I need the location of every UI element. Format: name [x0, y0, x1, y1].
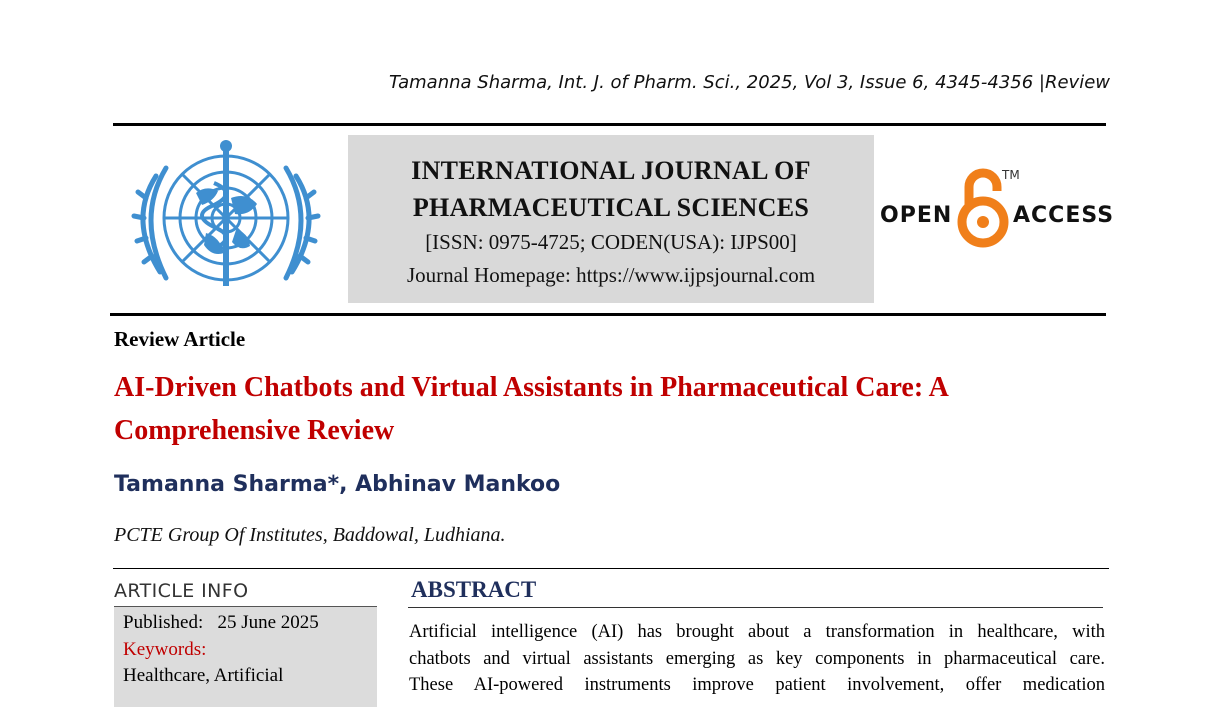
author-list: Tamanna Sharma*, Abhinav Mankoo — [114, 472, 561, 497]
journal-emblem-icon — [126, 138, 326, 306]
open-access-left-text: OPEN — [880, 203, 953, 228]
open-access-logo — [880, 165, 1115, 255]
open-access-right-text: ACCESS — [1013, 203, 1115, 228]
published-date: 25 June 2025 — [217, 612, 319, 633]
article-info-heading: ARTICLE INFO — [114, 580, 249, 602]
article-title-line2: Comprehensive Review — [114, 415, 395, 446]
abstract-rule — [408, 607, 1103, 608]
published-label: Published: — [123, 612, 204, 633]
header-rule-top — [113, 123, 1106, 126]
published-row — [123, 612, 319, 634]
trademark-mark: TM — [1002, 168, 1020, 182]
abstract-heading: ABSTRACT — [411, 577, 537, 602]
journal-name — [348, 152, 874, 226]
journal-homepage[interactable]: Journal Homepage: https://www.ijpsjournal.com — [406, 263, 816, 287]
header-rule-bottom — [110, 313, 1106, 316]
journal-issn: [ISSN: 0975-4725; CODEN(USA): IJPS00] — [425, 230, 797, 254]
keywords-label: Keywords: — [123, 639, 207, 660]
running-head: Tamanna Sharma, Int. J. of Pharm. Sci., 2025, Vol 3, Issue 6, 4345-4356 |Review — [389, 72, 1110, 93]
keywords-value: Healthcare, Artificial — [123, 665, 284, 686]
journal-name-line1: INTERNATIONAL JOURNAL OF — [411, 156, 811, 185]
journal-name-line2: PHARMACEUTICAL SCIENCES — [412, 193, 810, 222]
abstract-line: chatbots and virtual assistants emerging as key components in pharmaceutical care. — [409, 648, 1105, 669]
article-title-line1: AI-Driven Chatbots and Virtual Assistants in Pharmaceutical Care: A — [114, 372, 949, 403]
article-info-box — [114, 606, 377, 707]
journal-masthead — [348, 135, 874, 303]
abstract-text — [409, 619, 1105, 699]
article-title — [114, 366, 1104, 452]
abstract-line: Artificial intelligence (AI) has brought about a transformation in healthcare, with — [409, 622, 1105, 642]
abstract-line: These AI-powered instruments improve patient involvement, offer medication — [409, 675, 1105, 695]
section-rule — [113, 568, 1109, 569]
affiliation: PCTE Group Of Institutes, Baddowal, Ludhiana. — [114, 524, 506, 546]
article-type: Review Article — [114, 327, 246, 351]
